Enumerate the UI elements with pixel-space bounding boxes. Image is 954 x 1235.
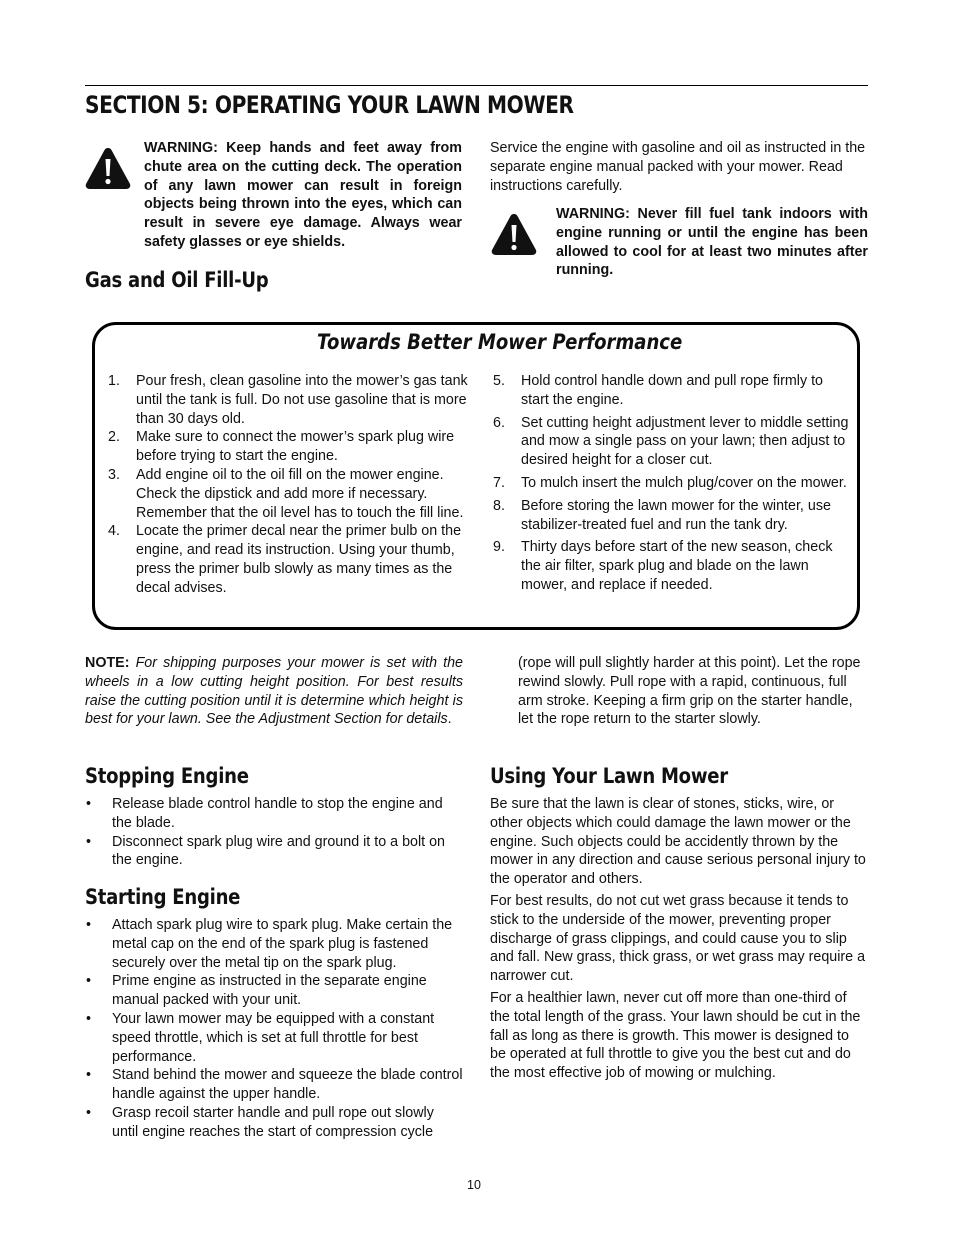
service-text: Service the engine with gasoline and oil as instructed in the separate engine manual packed with your mower. Read instructions carefully. <box>490 140 866 194</box>
list-item <box>493 414 851 470</box>
list-item <box>493 474 851 493</box>
paragraph: For a healthier lawn, never cut off more than one-third of the total length of the grass. Your lawn should be cut in the fall as long as there is growth. This mower is designed to be operated at full throttle to give you the best cut and do the most effective job of mowing or mulching. <box>490 989 861 1082</box>
warning-icon <box>84 146 132 190</box>
list-item: • Grasp recoil starter handle and pull rope out slowly until engine reaches the start of compression cycle <box>85 1104 463 1142</box>
list-item <box>108 428 468 466</box>
note-text: For shipping purposes your mower is set with the wheels in a low cutting height position. For best results raise the cutting position until it is determine which height is best for your lawn. See the Adjustment Section for details <box>85 655 463 728</box>
step-text: Thirty days before start of the new season, check the air filter, spark plug and blade on the lawn mower, and replace if needed. <box>521 539 833 593</box>
list-item <box>493 372 851 410</box>
warning-text-right: WARNING: Never fill fuel tank indoors with engine running or until the engine has been allowed to cool for at least two minutes after running. <box>556 206 868 279</box>
step-number: 8. <box>493 497 505 514</box>
starting-continued-text: (rope will pull slightly harder at this point). Let the rope rewind slowly. Pull rope with a rapid, continuous, full arm stroke. Keeping a firm grip on the starter handle, let the rope return to the starter slowly. <box>518 655 861 728</box>
step-text: Add engine oil to the oil fill on the mower engine. Check the dipstick and add more if necessary. Remember that the oil level has to touch the fill line. <box>136 466 464 521</box>
step-number: 3. <box>108 466 120 483</box>
step-number: 6. <box>493 414 505 431</box>
step-text: Pour fresh, clean gasoline into the mower’s gas tank until the tank is full. Do not use gasoline that is more than 30 days old. <box>136 373 468 427</box>
list-item: • Disconnect spark plug wire and ground it to a bolt on the engine. <box>85 833 460 871</box>
list-item <box>108 372 468 428</box>
step-number: 1. <box>108 373 120 389</box>
starting-engine-list <box>85 916 463 1142</box>
tips-box-title: Towards Better Mower Performance <box>317 330 683 354</box>
using-lawn-mower-text <box>490 795 868 1086</box>
tips-right-list <box>493 372 851 595</box>
section-title: SECTION 5: OPERATING YOUR LAWN MOWER <box>85 91 574 119</box>
shipping-note <box>85 654 463 729</box>
list-item: • Your lawn mower may be equipped with a constant speed throttle, which is set at full throttle for best performance. <box>85 1010 463 1066</box>
step-text: Hold control handle down and pull rope firmly to start the engine. <box>521 373 823 408</box>
stopping-engine-list <box>85 795 460 870</box>
step-text: Before storing the lawn mower for the winter, use stabilizer-treated fuel and run the tank dry. <box>521 497 831 533</box>
paragraph: Be sure that the lawn is clear of stones, sticks, wire, or other objects which could damage the lawn mower or the engine. Such objects could be accidently thrown by the mower in any direction and cause serious personal injury to the operator and others. <box>490 796 866 888</box>
starting-engine-heading: Starting Engine <box>85 885 241 909</box>
top-rule <box>85 85 868 86</box>
list-item <box>493 497 851 535</box>
note-label: NOTE: <box>85 655 130 671</box>
step-text: Set cutting height adjustment lever to middle setting and mow a single pass on your lawn; then adjust to desired height for a closer cut. <box>521 414 849 469</box>
paragraph: For best results, do not cut wet grass because it tends to stick to the underside of the mower, preventing proper discharge of grass clippings, and could cause you to slip and fall. New grass, thick grass, or wet grass may require a narrower cut. <box>490 892 866 985</box>
list-item: • Stand behind the mower and squeeze the blade control handle against the upper handle. <box>85 1066 463 1104</box>
step-text: To mulch insert the mulch plug/cover on the mower. <box>521 474 847 491</box>
using-lawn-mower-heading: Using Your Lawn Mower <box>490 764 728 788</box>
note-end: . <box>447 711 452 728</box>
step-text: Make sure to connect the mower’s spark plug wire before trying to start the engine. <box>136 429 455 465</box>
step-number: 7. <box>493 474 505 491</box>
list-item <box>493 538 851 594</box>
list-item: • Release blade control handle to stop the engine and the blade. <box>85 795 460 833</box>
warning-icon <box>490 212 538 256</box>
stopping-engine-heading: Stopping Engine <box>85 764 249 788</box>
tips-left-list <box>108 372 468 598</box>
list-item: • Prime engine as instructed in the separate engine manual packed with your unit. <box>85 972 463 1010</box>
step-number: 5. <box>493 373 505 389</box>
warning-text-left: WARNING: Keep hands and feet away from chute area on the cutting deck. The operation of any lawn mower can result in foreign objects being thrown into the eyes, which can result in severe eye damage. Always wear safety glasses or eye shields. <box>144 140 462 250</box>
page-number: 10 <box>467 1178 481 1192</box>
step-number: 9. <box>493 539 505 556</box>
gas-oil-heading: Gas and Oil Fill-Up <box>85 268 269 292</box>
list-item <box>108 522 468 597</box>
list-item: • Attach spark plug wire to spark plug. Make certain the metal cap on the end of the spark plug is fastened securely over the metal tip on the spark plug. <box>85 916 463 972</box>
step-number: 4. <box>108 523 120 540</box>
step-number: 2. <box>108 429 120 446</box>
list-item <box>108 466 468 522</box>
step-text: Locate the primer decal near the primer bulb on the engine, and read its instruction. Using your thumb, press the primer bulb slowly as many times as the decal advises. <box>136 523 462 596</box>
